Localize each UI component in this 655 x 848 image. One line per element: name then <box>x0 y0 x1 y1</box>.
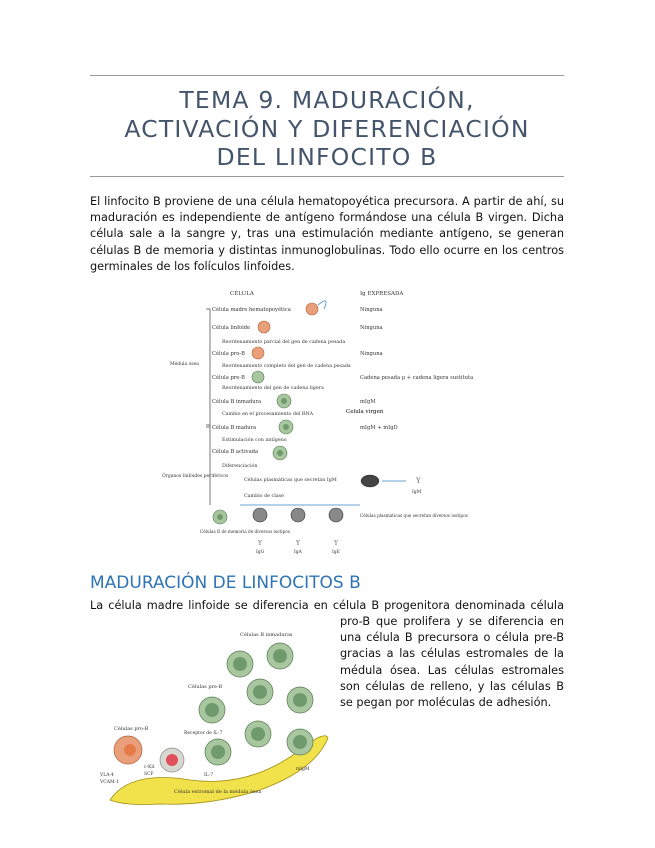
step-3: Reordenamiento del gen de cadena ligera <box>222 386 324 391</box>
title-line-1: TEMA 9. MADURACIÓN, <box>179 86 475 114</box>
svg-text:mIgM + mIgD: mIgM + mIgD <box>360 425 398 431</box>
svg-text:Ninguna: Ninguna <box>360 325 383 331</box>
svg-text:Célula pre-B: Célula pre-B <box>212 375 245 381</box>
maturation-diagram <box>160 285 474 557</box>
svg-text:Y: Y <box>416 477 421 485</box>
kit-label: c-Kit <box>144 765 155 770</box>
marrow-label: Médula ósea <box>170 362 199 367</box>
svg-text:Y: Y <box>334 540 338 547</box>
step-1: Reordenamiento parcial del gen de cadena pesada <box>222 340 346 345</box>
preb-label: Células pre-B <box>188 684 223 690</box>
svg-text:Célula B activada: Célula B activada <box>212 449 259 455</box>
svg-text:Ninguna: Ninguna <box>360 351 383 357</box>
svg-text:Y: Y <box>296 540 300 547</box>
col-ig-header: Ig EXPRESADA <box>360 291 404 297</box>
step-7: Células plasmáticas que secretan IgM <box>244 478 337 483</box>
step-2: Reordenamiento completo del gen de cadena pesada <box>222 364 351 369</box>
stromal-label: Célula estromal de la médula ósea <box>174 789 262 795</box>
plasma-label: Células plasmáticas que secretan diversos isotipos <box>360 513 468 518</box>
svg-text:Y: Y <box>258 540 262 547</box>
scf-label: SCF <box>144 772 154 777</box>
section-paragraph: pro-B que prolifera y se diferencia en una célula B precursora o célula pre-B gracias a las células estromales de la médula ósea. Las células estromales son células de relleno, y las células B se pegan por moléculas de adhesión. <box>340 615 564 710</box>
isotype-ige: IgE <box>332 550 340 555</box>
svg-text:Célula B inmadura: Célula B inmadura <box>212 399 262 405</box>
section-first-line: La célula madre linfoide se diferencia en célula B progenitora denominada célula <box>90 599 564 612</box>
periph-label: Órganos linfoides periféricos <box>162 474 229 479</box>
vcam-label: VCAM-1 <box>100 780 119 785</box>
immature-label: Células B inmaduras <box>240 632 293 638</box>
isotype-igg: IgG <box>256 550 265 555</box>
virgin-annotation: Celula virgen <box>346 409 384 415</box>
isotype-igm-secreted: IgM <box>412 490 422 495</box>
svg-text:Célula madre hematopoyética: Célula madre hematopoyética <box>212 307 291 313</box>
step-8: Cambio de clase <box>244 494 284 499</box>
title-line-2: ACTIVACIÓN Y DIFERENCIACIÓN <box>124 114 530 143</box>
svg-text:Célula linfoide: Célula linfoide <box>212 325 251 331</box>
col-cell-header: CÉLULA <box>230 291 254 297</box>
svg-text:Ninguna: Ninguna <box>360 307 383 313</box>
svg-text:mIgM: mIgM <box>360 399 376 405</box>
bottom-rule <box>90 176 564 177</box>
svg-text:Células B de memoria de divers: Células B de memoria de diversos isotipos <box>200 529 290 534</box>
migm-label: mIgM <box>296 767 310 772</box>
isotype-iga: IgA <box>294 550 302 555</box>
vla-label: VLA-4 <box>100 773 114 778</box>
il7-label: IL-7 <box>204 773 214 778</box>
receptor-label: Receptor de IL-7 <box>184 731 223 736</box>
section-heading: MADURACIÓN DE LINFOCITOS B <box>90 573 361 593</box>
step-5: Estimulación con antígeno <box>222 438 287 443</box>
top-rule <box>90 75 564 76</box>
svg-text:Cadena pesada µ + cadena liger: Cadena pesada µ + cadena ligera sustituta <box>360 375 474 381</box>
prob-label: Células pro-B <box>114 726 149 732</box>
step-4: Cambio en el procesamiento del RNA <box>222 412 314 417</box>
intro-paragraph: El linfocito B proviene de una célula hematopoyética precursora. A partir de ahí, su maduración es independiente de antígeno formándose una célula B virgen. Dicha célula sale a la sangre y, tras una estimulación mediante antígeno, se generan células B de memoria y distintas inmunoglobulinas. Todo ello ocurre en los centros germinales de los folículos linfoides. <box>90 195 564 273</box>
title-line-3: DEL LINFOCITO B <box>216 143 438 171</box>
svg-text:Célula B madura: Célula B madura <box>212 425 257 431</box>
page-title <box>90 86 564 172</box>
svg-text:Célula pro-B: Célula pro-B <box>212 351 245 357</box>
step-6: Diferenciación <box>222 464 258 469</box>
stromal-diagram <box>100 630 330 808</box>
